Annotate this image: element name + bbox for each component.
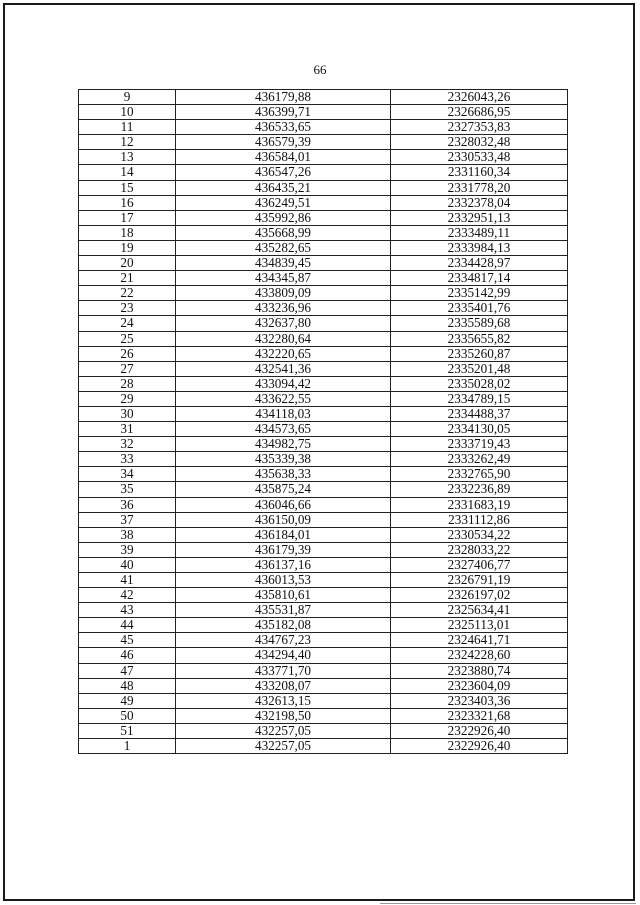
point-number-cell: 34: [79, 467, 176, 482]
point-number-cell: 44: [79, 618, 176, 633]
x-coordinate-cell: 436435,21: [176, 180, 391, 195]
y-coordinate-cell: 2334488,37: [391, 406, 568, 421]
bottom-divider: [380, 903, 636, 904]
x-coordinate-cell: 436399,71: [176, 105, 391, 120]
x-coordinate-cell: 436150,09: [176, 512, 391, 527]
table-row: [79, 301, 568, 316]
y-coordinate-cell: 2335589,68: [391, 316, 568, 331]
x-coordinate-cell: 434294,40: [176, 648, 391, 663]
x-coordinate-cell: 436249,51: [176, 195, 391, 210]
x-coordinate-cell: 436046,66: [176, 497, 391, 512]
x-coordinate-cell: 435182,08: [176, 618, 391, 633]
table-row: [79, 361, 568, 376]
y-coordinate-cell: 2324228,60: [391, 648, 568, 663]
x-coordinate-cell: 436179,39: [176, 542, 391, 557]
table-row: [79, 663, 568, 678]
table-row: [79, 135, 568, 150]
y-coordinate-cell: 2330534,22: [391, 527, 568, 542]
y-coordinate-cell: 2335260,87: [391, 346, 568, 361]
x-coordinate-cell: 433622,55: [176, 391, 391, 406]
point-number-cell: 26: [79, 346, 176, 361]
y-coordinate-cell: 2323321,68: [391, 708, 568, 723]
x-coordinate-cell: 435282,65: [176, 240, 391, 255]
y-coordinate-cell: 2328032,48: [391, 135, 568, 150]
y-coordinate-cell: 2331778,20: [391, 180, 568, 195]
x-coordinate-cell: 436137,16: [176, 557, 391, 572]
table-row: [79, 437, 568, 452]
point-number-cell: 36: [79, 497, 176, 512]
table-row: [79, 165, 568, 180]
coordinates-table-body: [79, 90, 568, 754]
point-number-cell: 50: [79, 708, 176, 723]
x-coordinate-cell: 436184,01: [176, 527, 391, 542]
table-row: [79, 708, 568, 723]
x-coordinate-cell: 435668,99: [176, 225, 391, 240]
point-number-cell: 51: [79, 723, 176, 738]
point-number-cell: 28: [79, 376, 176, 391]
x-coordinate-cell: 432198,50: [176, 708, 391, 723]
table-row: [79, 557, 568, 572]
point-number-cell: 35: [79, 482, 176, 497]
y-coordinate-cell: 2326043,26: [391, 90, 568, 105]
table-row: [79, 739, 568, 754]
point-number-cell: 10: [79, 105, 176, 120]
point-number-cell: 23: [79, 301, 176, 316]
point-number-cell: 27: [79, 361, 176, 376]
table-row: [79, 603, 568, 618]
y-coordinate-cell: 2322926,40: [391, 723, 568, 738]
page-number: 66: [313, 62, 327, 77]
point-number-cell: 17: [79, 210, 176, 225]
coordinates-table: [78, 89, 568, 754]
x-coordinate-cell: 434118,03: [176, 406, 391, 421]
point-number-cell: 15: [79, 180, 176, 195]
table-row: [79, 723, 568, 738]
table-row: [79, 180, 568, 195]
point-number-cell: 22: [79, 286, 176, 301]
point-number-cell: 38: [79, 527, 176, 542]
x-coordinate-cell: 435638,33: [176, 467, 391, 482]
y-coordinate-cell: 2334817,14: [391, 271, 568, 286]
x-coordinate-cell: 434345,87: [176, 271, 391, 286]
y-coordinate-cell: 2330533,48: [391, 150, 568, 165]
table-row: [79, 422, 568, 437]
point-number-cell: 16: [79, 195, 176, 210]
x-coordinate-cell: 432280,64: [176, 331, 391, 346]
y-coordinate-cell: 2333262,49: [391, 452, 568, 467]
table-row: [79, 286, 568, 301]
point-number-cell: 25: [79, 331, 176, 346]
x-coordinate-cell: 435875,24: [176, 482, 391, 497]
y-coordinate-cell: 2332765,90: [391, 467, 568, 482]
x-coordinate-cell: 436547,26: [176, 165, 391, 180]
table-row: [79, 391, 568, 406]
point-number-cell: 46: [79, 648, 176, 663]
x-coordinate-cell: 432541,36: [176, 361, 391, 376]
table-row: [79, 497, 568, 512]
y-coordinate-cell: 2326686,95: [391, 105, 568, 120]
point-number-cell: 18: [79, 225, 176, 240]
x-coordinate-cell: 436584,01: [176, 150, 391, 165]
table-row: [79, 225, 568, 240]
table-row: [79, 678, 568, 693]
y-coordinate-cell: 2327353,83: [391, 120, 568, 135]
table-row: [79, 105, 568, 120]
x-coordinate-cell: 435810,61: [176, 588, 391, 603]
y-coordinate-cell: 2323403,36: [391, 693, 568, 708]
point-number-cell: 20: [79, 256, 176, 271]
table-row: [79, 240, 568, 255]
point-number-cell: 12: [79, 135, 176, 150]
y-coordinate-cell: 2327406,77: [391, 557, 568, 572]
point-number-cell: 47: [79, 663, 176, 678]
y-coordinate-cell: 2335142,99: [391, 286, 568, 301]
y-coordinate-cell: 2334789,15: [391, 391, 568, 406]
point-number-cell: 37: [79, 512, 176, 527]
table-row: [79, 633, 568, 648]
point-number-cell: 13: [79, 150, 176, 165]
y-coordinate-cell: 2331112,86: [391, 512, 568, 527]
point-number-cell: 31: [79, 422, 176, 437]
x-coordinate-cell: 434982,75: [176, 437, 391, 452]
table-row: [79, 618, 568, 633]
point-number-cell: 32: [79, 437, 176, 452]
y-coordinate-cell: 2325113,01: [391, 618, 568, 633]
table-row: [79, 452, 568, 467]
x-coordinate-cell: 435339,38: [176, 452, 391, 467]
point-number-cell: 45: [79, 633, 176, 648]
y-coordinate-cell: 2333719,43: [391, 437, 568, 452]
x-coordinate-cell: 432220,65: [176, 346, 391, 361]
point-number-cell: 9: [79, 90, 176, 105]
y-coordinate-cell: 2328033,22: [391, 542, 568, 557]
x-coordinate-cell: 436579,39: [176, 135, 391, 150]
x-coordinate-cell: 432613,15: [176, 693, 391, 708]
table-row: [79, 331, 568, 346]
point-number-cell: 39: [79, 542, 176, 557]
table-row: [79, 648, 568, 663]
table-row: [79, 573, 568, 588]
y-coordinate-cell: 2326197,02: [391, 588, 568, 603]
y-coordinate-cell: 2323880,74: [391, 663, 568, 678]
y-coordinate-cell: 2334428,97: [391, 256, 568, 271]
x-coordinate-cell: 436533,65: [176, 120, 391, 135]
y-coordinate-cell: 2335201,48: [391, 361, 568, 376]
x-coordinate-cell: 433094,42: [176, 376, 391, 391]
point-number-cell: 24: [79, 316, 176, 331]
x-coordinate-cell: 435531,87: [176, 603, 391, 618]
y-coordinate-cell: 2331683,19: [391, 497, 568, 512]
y-coordinate-cell: 2331160,34: [391, 165, 568, 180]
table-row: [79, 482, 568, 497]
y-coordinate-cell: 2335401,76: [391, 301, 568, 316]
table-row: [79, 512, 568, 527]
y-coordinate-cell: 2326791,19: [391, 573, 568, 588]
point-number-cell: 41: [79, 573, 176, 588]
point-number-cell: 14: [79, 165, 176, 180]
point-number-cell: 33: [79, 452, 176, 467]
x-coordinate-cell: 433809,09: [176, 286, 391, 301]
table-row: [79, 693, 568, 708]
point-number-cell: 19: [79, 240, 176, 255]
table-row: [79, 120, 568, 135]
y-coordinate-cell: 2335655,82: [391, 331, 568, 346]
table-row: [79, 542, 568, 557]
y-coordinate-cell: 2332951,13: [391, 210, 568, 225]
x-coordinate-cell: 433208,07: [176, 678, 391, 693]
point-number-cell: 30: [79, 406, 176, 421]
table-row: [79, 588, 568, 603]
x-coordinate-cell: 432637,80: [176, 316, 391, 331]
table-row: [79, 376, 568, 391]
table-row: [79, 150, 568, 165]
point-number-cell: 1: [79, 739, 176, 754]
y-coordinate-cell: 2334130,05: [391, 422, 568, 437]
y-coordinate-cell: 2332378,04: [391, 195, 568, 210]
point-number-cell: 43: [79, 603, 176, 618]
point-number-cell: 49: [79, 693, 176, 708]
x-coordinate-cell: 433236,96: [176, 301, 391, 316]
x-coordinate-cell: 432257,05: [176, 723, 391, 738]
table-row: [79, 316, 568, 331]
x-coordinate-cell: 432257,05: [176, 739, 391, 754]
point-number-cell: 29: [79, 391, 176, 406]
y-coordinate-cell: 2323604,09: [391, 678, 568, 693]
table-row: [79, 210, 568, 225]
table-row: [79, 346, 568, 361]
x-coordinate-cell: 434767,23: [176, 633, 391, 648]
x-coordinate-cell: 434839,45: [176, 256, 391, 271]
y-coordinate-cell: 2322926,40: [391, 739, 568, 754]
point-number-cell: 40: [79, 557, 176, 572]
point-number-cell: 42: [79, 588, 176, 603]
table-row: [79, 467, 568, 482]
point-number-cell: 21: [79, 271, 176, 286]
y-coordinate-cell: 2333984,13: [391, 240, 568, 255]
y-coordinate-cell: 2335028,02: [391, 376, 568, 391]
x-coordinate-cell: 433771,70: [176, 663, 391, 678]
x-coordinate-cell: 436013,53: [176, 573, 391, 588]
y-coordinate-cell: 2333489,11: [391, 225, 568, 240]
table-row: [79, 406, 568, 421]
x-coordinate-cell: 436179,88: [176, 90, 391, 105]
y-coordinate-cell: 2332236,89: [391, 482, 568, 497]
point-number-cell: 48: [79, 678, 176, 693]
y-coordinate-cell: 2325634,41: [391, 603, 568, 618]
table-row: [79, 256, 568, 271]
y-coordinate-cell: 2324641,71: [391, 633, 568, 648]
point-number-cell: 11: [79, 120, 176, 135]
x-coordinate-cell: 435992,86: [176, 210, 391, 225]
table-row: [79, 271, 568, 286]
table-row: [79, 527, 568, 542]
x-coordinate-cell: 434573,65: [176, 422, 391, 437]
table-row: [79, 195, 568, 210]
table-row: [79, 90, 568, 105]
